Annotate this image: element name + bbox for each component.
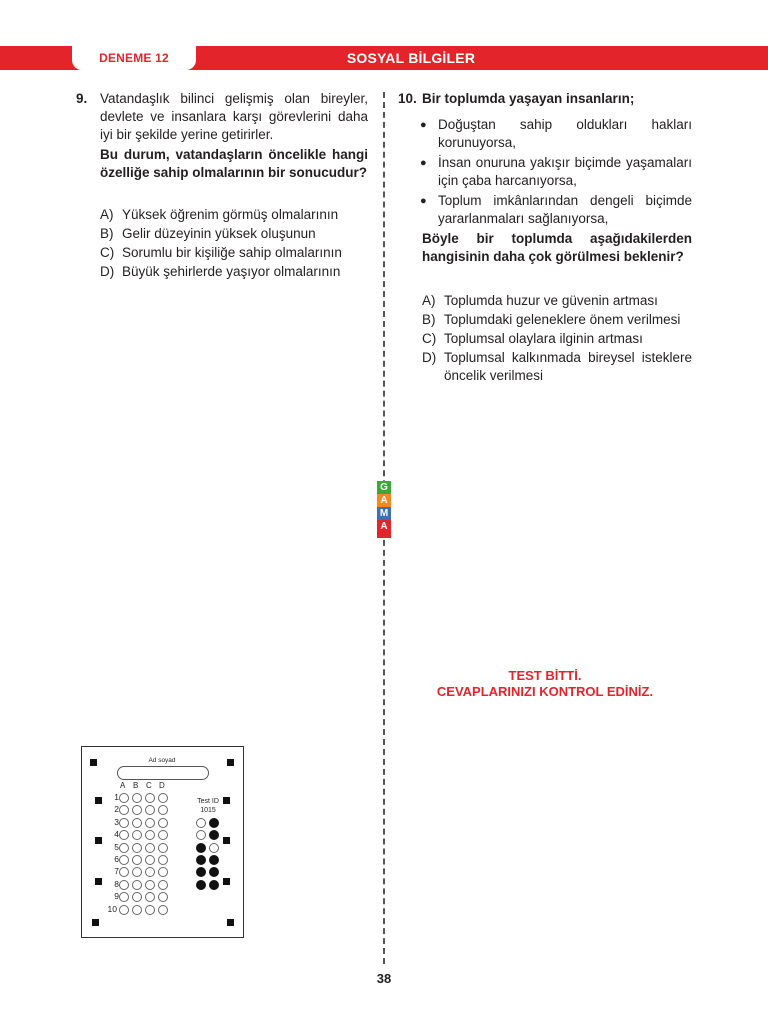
bullet-icon: ● (420, 157, 427, 169)
answer-bubble[interactable] (158, 830, 168, 840)
answer-bubble[interactable] (119, 830, 129, 840)
alignment-mark (95, 837, 102, 844)
answer-bubble[interactable] (119, 905, 129, 915)
answer-bubble[interactable] (158, 892, 168, 902)
test-id-bubble (196, 880, 206, 890)
question-10-conditions (420, 116, 692, 228)
answer-bubble[interactable] (132, 818, 142, 828)
row-number: 6 (114, 854, 119, 864)
answer-bubble[interactable] (145, 818, 155, 828)
option-a[interactable] (422, 292, 692, 310)
answer-bubble[interactable] (119, 867, 129, 877)
option-a[interactable] (100, 205, 370, 224)
answer-bubble[interactable] (119, 880, 129, 890)
condition-text: Toplum imkânlarından dengeli biçimde yararlanmaları sağlanıyorsa, (438, 193, 692, 226)
bullet-icon: ● (420, 195, 427, 207)
answer-bubble[interactable] (132, 855, 142, 865)
answer-bubble[interactable] (119, 855, 129, 865)
question-10-number: 10. (398, 91, 417, 106)
logo-letter-g: G (377, 481, 391, 494)
test-id-bubble (209, 880, 219, 890)
question-9-prompt: Bu durum, vatandaşların öncelikle hangi özelliğe sahip olmalarının bir sonucudur? (100, 147, 368, 180)
answer-bubble[interactable] (145, 867, 155, 877)
row-number: 7 (114, 866, 119, 877)
alignment-mark (95, 797, 102, 804)
row-number: 5 (114, 841, 119, 852)
option-letter: A) (422, 293, 436, 308)
answer-bubble[interactable] (132, 843, 142, 853)
option-b[interactable] (422, 311, 692, 329)
column-header-d: D (159, 781, 165, 790)
logo-letter-m: M (377, 507, 391, 520)
option-text: Toplumsal kalkınmada bireysel isteklere öncelik verilmesi (444, 350, 692, 383)
option-text: Toplumda huzur ve güvenin artması (444, 293, 658, 308)
column-header-a: A (120, 781, 126, 790)
answer-bubble[interactable] (119, 793, 129, 803)
alignment-mark (92, 919, 99, 926)
question-10-prompt: Böyle bir toplumda aşağıdakilerden hangisinin daha çok görülmesi beklenir? (422, 231, 692, 264)
answer-bubble[interactable] (132, 892, 142, 902)
end-note-line-1: TEST BİTTİ. (508, 668, 582, 683)
option-letter: B) (422, 312, 436, 327)
answer-bubble[interactable] (145, 892, 155, 902)
answer-bubble[interactable] (158, 905, 168, 915)
condition-item (420, 116, 692, 152)
alignment-mark (223, 797, 230, 804)
alignment-mark (223, 878, 230, 885)
answer-bubble[interactable] (158, 855, 168, 865)
answer-bubble[interactable] (145, 843, 155, 853)
option-d[interactable] (100, 262, 370, 281)
optical-answer-form (81, 746, 244, 938)
row-number: 10 (107, 903, 117, 914)
answer-bubble[interactable] (132, 867, 142, 877)
answer-bubble[interactable] (132, 793, 142, 803)
test-end-note (400, 668, 690, 700)
answer-bubble[interactable] (158, 805, 168, 815)
answer-bubble[interactable] (132, 830, 142, 840)
question-9-number: 9. (76, 91, 88, 106)
answer-bubble[interactable] (145, 805, 155, 815)
option-text: Gelir düzeyinin yüksek oluşunun (122, 226, 316, 241)
row-number: 1 (114, 792, 119, 802)
column-header-b: B (133, 781, 139, 790)
option-letter: D) (422, 350, 437, 365)
option-text: Büyük şehirlerde yaşıyor olmalarının (122, 264, 341, 279)
answer-bubble[interactable] (132, 905, 142, 915)
test-id-bubble (209, 867, 219, 877)
question-9-options (100, 205, 370, 281)
answer-bubble[interactable] (132, 805, 142, 815)
test-id-bubble (209, 830, 219, 840)
question-10-stem: Bir toplumda yaşayan insanların; (422, 91, 635, 106)
alignment-mark (227, 919, 234, 926)
option-text: Yüksek öğrenim görmüş olmalarının (122, 207, 339, 222)
gama-logo (377, 481, 391, 538)
subject-title: SOSYAL BİLGİLER (346, 50, 476, 66)
test-id-bubble (196, 843, 206, 853)
option-letter: B) (100, 226, 114, 241)
test-id-bubble (209, 843, 219, 853)
logo-letter-a: A (377, 494, 391, 507)
question-10-options (422, 292, 692, 385)
option-text: Sorumlu bir kişiliğe sahip olmalarının (122, 245, 342, 260)
answer-bubble[interactable] (158, 867, 168, 877)
test-id-bubble (209, 855, 219, 865)
alignment-mark (95, 878, 102, 885)
option-d[interactable] (422, 349, 692, 385)
option-letter: C) (100, 245, 115, 260)
logo-tag (377, 533, 391, 538)
answer-bubble[interactable] (158, 818, 168, 828)
option-letter: C) (422, 331, 437, 346)
answer-bubble[interactable] (119, 818, 129, 828)
condition-item (420, 154, 692, 190)
option-c[interactable] (100, 243, 370, 262)
answer-bubble[interactable] (158, 880, 168, 890)
test-id-bubble (196, 855, 206, 865)
column-header-c: C (146, 781, 152, 790)
condition-item (420, 192, 692, 228)
alignment-mark (90, 759, 97, 766)
alignment-mark (227, 759, 234, 766)
row-number: 4 (114, 829, 119, 840)
question-9-stem: Vatandaşlık bilinci gelişmiş olan bireyler, devlete ve insanlara karşı görevlerini daha iyi bir şekilde yerine getirirler. (100, 91, 368, 142)
option-b[interactable] (100, 224, 370, 243)
test-id-bubble (196, 867, 206, 877)
test-id-block (190, 797, 226, 815)
option-text: Toplumsal olaylara ilginin artması (444, 331, 643, 346)
option-c[interactable] (422, 330, 692, 348)
answer-bubble[interactable] (132, 880, 142, 890)
bullet-icon: ● (420, 119, 427, 131)
answer-bubble[interactable] (119, 805, 129, 815)
row-number: 8 (114, 878, 119, 889)
name-field[interactable] (117, 766, 209, 780)
page-number: 38 (376, 971, 392, 986)
test-id-bubble (209, 818, 219, 828)
test-id-bubble (196, 818, 206, 828)
answer-bubble[interactable] (145, 855, 155, 865)
answer-bubble[interactable] (158, 793, 168, 803)
name-label: Ad soyad (148, 757, 176, 764)
logo-letter-a2: A (377, 520, 391, 533)
answer-bubble[interactable] (145, 830, 155, 840)
option-text: Toplumdaki geleneklere önem verilmesi (444, 312, 681, 327)
row-number: 2 (114, 804, 119, 815)
test-id-value: 1015 (200, 807, 216, 814)
row-number: 3 (114, 816, 119, 827)
answer-bubble[interactable] (119, 843, 129, 853)
answer-bubble[interactable] (158, 843, 168, 853)
answer-bubble[interactable] (145, 905, 155, 915)
option-letter: D) (100, 264, 115, 279)
test-id-bubble (196, 830, 206, 840)
test-label: DENEME 12 (99, 51, 169, 65)
condition-text: İnsan onuruna yakışır biçimde yaşamaları için çaba harcanıyorsa, (438, 155, 692, 188)
condition-text: Doğuştan sahip oldukları hakları korunuyorsa, (438, 117, 692, 150)
option-letter: A) (100, 207, 114, 222)
test-id-label: Test ID (197, 798, 219, 805)
end-note-line-2: CEVAPLARINIZI KONTROL EDİNİZ. (436, 684, 654, 699)
test-label-tab (72, 46, 196, 70)
answer-bubble[interactable] (145, 880, 155, 890)
row-number: 9 (114, 891, 119, 902)
alignment-mark (223, 837, 230, 844)
answer-bubble[interactable] (145, 793, 155, 803)
answer-bubble[interactable] (119, 892, 129, 902)
